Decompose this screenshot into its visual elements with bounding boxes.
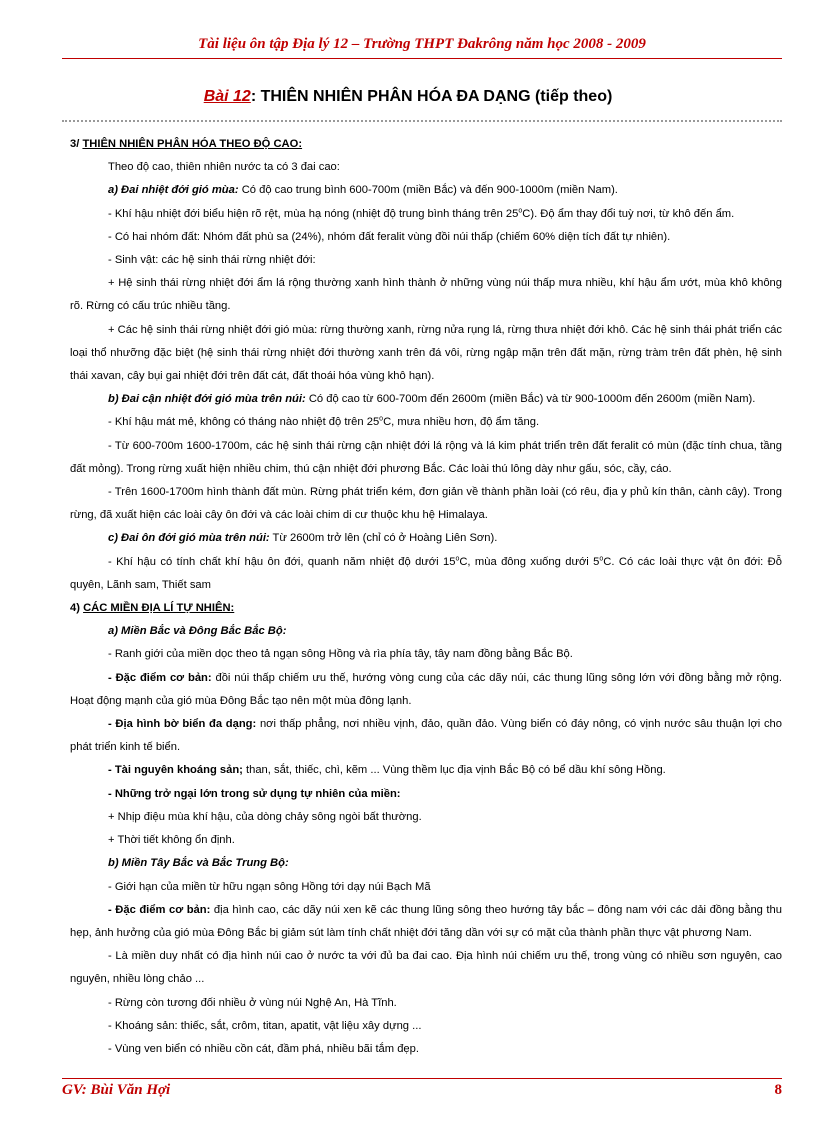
paragraph: + Hệ sinh thái rừng nhiệt đới ẩm lá rộng thường xanh hình thành ở những vùng núi thấp mưa nhiều, khí hậu ẩm ướt, mùa khô không rõ. Rừng có cấu trúc nhiều tầng. xyxy=(70,277,782,313)
section-3-heading xyxy=(70,133,782,156)
page-number: 8 xyxy=(774,1082,782,1098)
section-4-title: CÁC MIỀN ĐỊA LÍ TỰ NHIÊN: xyxy=(83,602,235,615)
paragraph: + Nhịp điệu mùa khí hậu, của dòng chảy sông ngòi bất thường. xyxy=(108,810,422,823)
section-3-number: 3/ xyxy=(70,138,83,150)
region-a-title: a) Miền Bắc và Đông Bắc Bắc Bộ: xyxy=(108,625,287,638)
paragraph: - Ranh giới của miền dọc theo tả ngạn sông Hồng và rìa phía tây, tây nam đồng bằng Bắc Bộ. xyxy=(108,648,573,661)
header-rule xyxy=(62,58,782,59)
region-b-title: b) Miền Tây Bắc và Bắc Trung Bộ: xyxy=(108,857,289,870)
paragraph: - Từ 600-700m 1600-1700m, các hệ sinh thái rừng cận nhiệt đới lá rộng và lá kim phát triển trên đất feralit có mùn (đặc tính chua, tầng đất mỏng). Trong rừng xuất hiện nhiều chim, thú cận nhiệt đới phương Bắc. Các loài thú lông dày như gấu, sóc, cầy, cáo. xyxy=(70,439,782,475)
belt-b-title: b) Đai cận nhiệt đới gió mùa trên núi: xyxy=(108,393,306,406)
belt-a-text: Có độ cao trung bình 600-700m (miền Bắc) và đến 900-1000m (miền Nam). xyxy=(238,184,618,197)
paragraph: - Có hai nhóm đất: Nhóm đất phù sa (24%), nhóm đất feralit vùng đồi núi thấp (chiếm 60% diện tích đất tự nhiên). xyxy=(108,230,671,243)
paragraph: - Giới hạn của miền từ hữu ngạn sông Hồng tới dạy núi Bạch Mã xyxy=(108,880,431,893)
paragraph: - Đặc điểm cơ bản: đồi núi thấp chiếm ưu thế, hướng vòng cung của các dãy núi, các thung lũng sông lớn với đồng bằng mở rộng. Hoạt động mạnh của gió mùa Đông Bắc tạo nên một mùa đông lạnh. xyxy=(70,671,783,707)
paragraph: - Là miền duy nhất có địa hình núi cao ở nước ta với đủ ba đai cao. Địa hình núi chiếm ưu thế, trong vùng có nhiều sơn nguyên, cao nguyên, nhiều lòng chảo ... xyxy=(70,950,782,986)
paragraph: - Khí hậu nhiệt đới biểu hiện rõ rệt, mùa hạ nóng (nhiệt độ trung bình tháng trên 25$^o$C). Độ ẩm thay đổi tuỳ nơi, từ khô đến ẩm. xyxy=(108,206,735,220)
paragraph: Theo độ cao, thiên nhiên nước ta có 3 đai cao: xyxy=(108,161,340,174)
document-body xyxy=(70,133,782,1061)
paragraph: - Đặc điểm cơ bản: địa hình cao, các dãy núi xen kẽ các thung lũng sông theo hướng tây bắc – đông nam với các dải đồng bằng thu hẹp, ảnh hưởng của gió mùa Đông Bắc bị giảm sút làm tính chất nhiệt đới tăng dần với sự có mặt của thành phần thực vật phương Nam. xyxy=(70,903,782,939)
paragraph: - Rừng còn tương đối nhiều ở vùng núi Nghệ An, Hà Tĩnh. xyxy=(108,996,397,1009)
paragraph: - Địa hình bờ biển đa dạng: nơi thấp phẳng, nơi nhiều vịnh, đảo, quần đảo. Vùng biển có đáy nông, có vịnh nước sâu thuận lợi cho phát triển kinh tế biển. xyxy=(70,718,782,754)
lesson-number: Bài 12 xyxy=(203,88,251,105)
paragraph: - Khí hậu có tính chất khí hậu ôn đới, quanh năm nhiệt độ dưới 15$^o$C, mùa đông xuống dưới 5$^o$C. Có các loài thực vật ôn đới: Đỗ quyên, Lãnh sam, Thiết sam xyxy=(70,554,782,591)
paragraph: - Sinh vật: các hệ sinh thái rừng nhiệt đới: xyxy=(108,254,316,267)
paragraph: - Những trở ngại lớn trong sử dụng tự nhiên của miền: xyxy=(108,787,401,800)
paragraph: - Khí hậu mát mẻ, không có tháng nào nhiệt độ trên 25$^o$C, mưa nhiều hơn, độ ẩm tăng. xyxy=(108,415,540,429)
section-4-heading xyxy=(70,597,782,620)
belt-c xyxy=(70,527,782,550)
belt-a xyxy=(70,179,782,202)
paragraph: + Các hệ sinh thái rừng nhiệt đới gió mùa: rừng thường xanh, rừng nửa rụng lá, rừng thưa nhiệt đới khô. Các hệ sinh thái phát triển các loại thổ nhưỡng đặc biệt (hệ sinh thái rừng nhiệt đới thường xanh trên đá vôi, rừng ngập mặn trên đất mặn, rừng tràm trên đất phèn, hệ sinh thái xavan, cây bụi gai nhiệt đới trên đất cát, đất thoái hóa vùng khô hạn). xyxy=(70,323,782,383)
paragraph: + Thời tiết không ổn định. xyxy=(108,834,235,847)
section-4-number: 4) xyxy=(70,602,84,615)
belt-b-text: Có độ cao từ 600-700m đến 2600m (miền Bắc) và từ 900-1000m đến 2600m (miền Nam). xyxy=(305,393,756,406)
lesson-title-text: : THIÊN NHIÊN PHÂN HÓA ĐA DẠNG (tiếp theo) xyxy=(250,88,613,105)
belt-c-text: Từ 2600m trở lên (chỉ có ở Hoàng Liên Sơn). xyxy=(269,532,498,545)
paragraph: - Tài nguyên khoáng sản; than, sắt, thiếc, chì, kẽm ... Vùng thềm lục địa vịnh Bắc Bộ có bể dầu khí sông Hồng. xyxy=(108,764,666,777)
footer-rule xyxy=(62,1078,782,1079)
paragraph: - Trên 1600-1700m hình thành đất mùn. Rừng phát triển kém, đơn giản về thành phần loài (có rêu, địa y phủ kín thân, cành cây). Trong rừng, đã xuất hiện các loài cây ôn đới và các loài chim di cư thuộc khu hệ Himalaya. xyxy=(70,486,782,522)
paragraph: - Vùng ven biển có nhiều cồn cát, đầm phá, nhiều bãi tắm đẹp. xyxy=(108,1042,419,1055)
page-header: Tài liệu ôn tập Địa lý 12 – Trường THPT Đakrông năm học 2008 - 2009 xyxy=(198,36,646,52)
author: GV: Bùi Văn Hợi xyxy=(62,1082,171,1098)
paragraph: - Khoáng sản: thiếc, sắt, crôm, titan, apatit, vật liệu xây dựng ... xyxy=(108,1019,422,1032)
belt-a-title: a) Đai nhiệt đới gió mùa: xyxy=(108,184,239,197)
section-3-title: THIÊN NHIÊN PHÂN HÓA THEO ĐỘ CAO: xyxy=(82,138,303,150)
page-footer xyxy=(62,1082,782,1099)
title-divider xyxy=(62,120,782,122)
belt-b xyxy=(70,388,782,411)
belt-c-title: c) Đai ôn đới gió mùa trên núi: xyxy=(108,532,270,545)
lesson-title xyxy=(0,88,816,106)
